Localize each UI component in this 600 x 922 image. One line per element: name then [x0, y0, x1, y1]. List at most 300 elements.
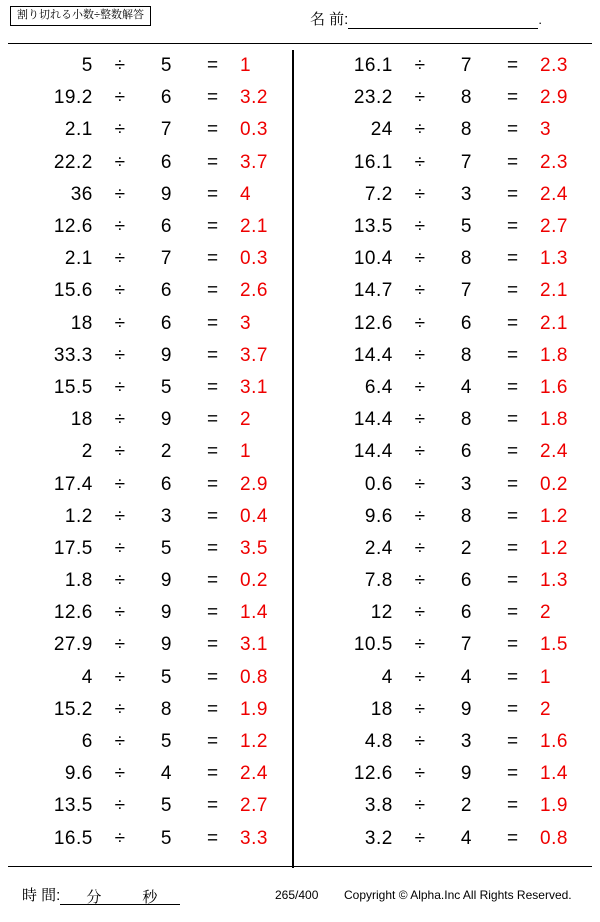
divide-icon: ÷: [414, 312, 426, 334]
copyright-notice: Copyright © Alpha.Inc All Rights Reserved.: [344, 888, 572, 902]
divide-icon: ÷: [114, 87, 126, 109]
answer: 3.1: [240, 634, 268, 656]
divide-icon: ÷: [114, 795, 126, 817]
worksheet-title: 割り切れる小数÷整数解答: [10, 6, 151, 26]
problem-row: [304, 404, 596, 436]
dividend: 14.4: [353, 441, 393, 463]
equals-icon: =: [206, 183, 219, 205]
dividend: 4: [381, 666, 393, 688]
answer: 1.2: [240, 731, 268, 753]
equals-icon: =: [206, 763, 219, 785]
dividend: 12.6: [353, 312, 393, 334]
divisor: 3: [460, 731, 472, 753]
dividend: 6: [81, 731, 93, 753]
divisor: 9: [160, 344, 172, 366]
divisor: 6: [460, 602, 472, 624]
problem-row: [304, 565, 596, 597]
divisor: 3: [460, 183, 472, 205]
answer: 3.2: [240, 87, 268, 109]
answer: 0.3: [240, 119, 268, 141]
equals-icon: =: [206, 441, 219, 463]
answer: 1.3: [540, 248, 568, 270]
equals-icon: =: [206, 473, 219, 495]
equals-icon: =: [506, 795, 519, 817]
problem-row: [4, 340, 296, 372]
answer: 2: [240, 409, 252, 431]
divide-icon: ÷: [114, 280, 126, 302]
dividend: 15.5: [53, 376, 93, 398]
divide-icon: ÷: [414, 763, 426, 785]
dividend: 22.2: [53, 151, 93, 173]
divisor: 7: [460, 151, 472, 173]
equals-icon: =: [506, 55, 519, 77]
divide-icon: ÷: [414, 666, 426, 688]
divisor: 7: [160, 248, 172, 270]
problem-columns: [0, 44, 600, 874]
divisor: 6: [160, 151, 172, 173]
equals-icon: =: [506, 505, 519, 527]
equals-icon: =: [206, 55, 219, 77]
problem-row: [4, 468, 296, 500]
divide-icon: ÷: [114, 537, 126, 559]
equals-icon: =: [506, 698, 519, 720]
dividend: 36: [70, 183, 93, 205]
minute-label: 分: [86, 889, 102, 906]
problem-row: [4, 114, 296, 146]
time-input-line[interactable]: [60, 887, 180, 905]
divide-icon: ÷: [414, 570, 426, 592]
dividend: 1.8: [64, 570, 93, 592]
divisor: 8: [460, 119, 472, 141]
divisor: 4: [460, 376, 472, 398]
divide-icon: ÷: [414, 344, 426, 366]
divisor: 4: [160, 763, 172, 785]
dividend: 10.5: [353, 634, 393, 656]
answer: 2: [540, 602, 552, 624]
equals-icon: =: [506, 87, 519, 109]
problem-row: [304, 211, 596, 243]
divide-icon: ÷: [114, 602, 126, 624]
answer: 0.3: [240, 248, 268, 270]
divide-icon: ÷: [414, 602, 426, 624]
equals-icon: =: [206, 280, 219, 302]
dividend: 18: [70, 312, 93, 334]
time-label: 時 間:: [22, 887, 61, 904]
problem-row: [4, 211, 296, 243]
answer: 1: [540, 666, 552, 688]
divisor: 7: [460, 280, 472, 302]
problem-row: [304, 147, 596, 179]
equals-icon: =: [506, 827, 519, 849]
divide-icon: ÷: [114, 312, 126, 334]
problem-row: [304, 340, 596, 372]
answer: 1.3: [540, 570, 568, 592]
answer: 1: [240, 55, 252, 77]
divide-icon: ÷: [114, 376, 126, 398]
divisor: 5: [460, 216, 472, 238]
answer: 0.8: [540, 827, 568, 849]
dividend: 17.4: [53, 473, 93, 495]
divisor: 4: [460, 666, 472, 688]
divide-icon: ÷: [114, 827, 126, 849]
answer: 3.7: [240, 151, 268, 173]
divisor: 6: [160, 87, 172, 109]
answer: 1.8: [540, 344, 568, 366]
dividend: 13.5: [353, 216, 393, 238]
problem-row: [304, 758, 596, 790]
problem-column-left: [4, 44, 296, 874]
dividend: 12.6: [353, 763, 393, 785]
divide-icon: ÷: [414, 473, 426, 495]
problem-row: [4, 662, 296, 694]
equals-icon: =: [506, 634, 519, 656]
answer: 2.6: [240, 280, 268, 302]
problem-row: [4, 372, 296, 404]
divisor: 8: [460, 505, 472, 527]
equals-icon: =: [206, 827, 219, 849]
divide-icon: ÷: [414, 537, 426, 559]
divide-icon: ÷: [114, 151, 126, 173]
divisor: 8: [460, 248, 472, 270]
equals-icon: =: [506, 763, 519, 785]
divide-icon: ÷: [414, 151, 426, 173]
divide-icon: ÷: [114, 505, 126, 527]
divide-icon: ÷: [414, 731, 426, 753]
dividend: 3.2: [364, 827, 393, 849]
problem-row: [304, 501, 596, 533]
answer: 3: [540, 119, 552, 141]
dividend: 6.4: [364, 376, 393, 398]
divisor: 6: [460, 570, 472, 592]
second-label: 秒: [142, 889, 158, 906]
dividend: 18: [70, 409, 93, 431]
problem-row: [304, 308, 596, 340]
problem-row: [304, 823, 596, 855]
answer: 1.6: [540, 376, 568, 398]
equals-icon: =: [206, 505, 219, 527]
dividend: 16.5: [53, 827, 93, 849]
dividend: 23.2: [353, 87, 393, 109]
dividend: 2.1: [64, 248, 93, 270]
divisor: 6: [160, 312, 172, 334]
divisor: 9: [460, 698, 472, 720]
dividend: 12.6: [53, 602, 93, 624]
dividend: 0.6: [364, 473, 393, 495]
problem-row: [4, 308, 296, 340]
equals-icon: =: [506, 473, 519, 495]
dividend: 16.1: [353, 55, 393, 77]
problem-row: [304, 275, 596, 307]
problem-row: [304, 662, 596, 694]
problem-row: [4, 404, 296, 436]
divide-icon: ÷: [414, 827, 426, 849]
answer: 2.9: [540, 87, 568, 109]
divisor: 8: [460, 87, 472, 109]
divisor: 6: [160, 280, 172, 302]
dividend: 15.6: [53, 280, 93, 302]
divide-icon: ÷: [114, 344, 126, 366]
divisor: 8: [460, 344, 472, 366]
divide-icon: ÷: [414, 441, 426, 463]
divisor: 9: [160, 409, 172, 431]
divide-icon: ÷: [414, 795, 426, 817]
divide-icon: ÷: [114, 441, 126, 463]
answer: 1.9: [540, 795, 568, 817]
answer: 2.4: [540, 183, 568, 205]
answer: 0.2: [240, 570, 268, 592]
equals-icon: =: [206, 87, 219, 109]
divisor: 6: [460, 441, 472, 463]
dividend: 7.8: [364, 570, 393, 592]
answer: 2: [540, 698, 552, 720]
problem-row: [304, 468, 596, 500]
divide-icon: ÷: [114, 698, 126, 720]
answer: 3: [240, 312, 252, 334]
dividend: 15.2: [53, 698, 93, 720]
equals-icon: =: [506, 537, 519, 559]
dividend: 9.6: [364, 505, 393, 527]
time-field-group: [22, 884, 180, 905]
answer: 1.2: [540, 505, 568, 527]
dividend: 24: [370, 119, 393, 141]
divide-icon: ÷: [414, 698, 426, 720]
equals-icon: =: [206, 119, 219, 141]
divisor: 9: [160, 602, 172, 624]
answer: 2.1: [540, 280, 568, 302]
divisor: 9: [460, 763, 472, 785]
equals-icon: =: [206, 216, 219, 238]
equals-icon: =: [506, 376, 519, 398]
problem-row: [304, 790, 596, 822]
divisor: 5: [160, 827, 172, 849]
problem-row: [4, 823, 296, 855]
answer: 1.8: [540, 409, 568, 431]
equals-icon: =: [506, 312, 519, 334]
divide-icon: ÷: [114, 763, 126, 785]
divide-icon: ÷: [114, 409, 126, 431]
answer: 2.1: [240, 216, 268, 238]
equals-icon: =: [206, 537, 219, 559]
problem-row: [4, 179, 296, 211]
problem-row: [304, 82, 596, 114]
divide-icon: ÷: [114, 731, 126, 753]
dividend: 14.4: [353, 344, 393, 366]
answer: 2.1: [540, 312, 568, 334]
divide-icon: ÷: [114, 634, 126, 656]
dividend: 18: [370, 698, 393, 720]
dividend: 12.6: [53, 216, 93, 238]
dividend: 4: [81, 666, 93, 688]
name-field-group: [310, 8, 590, 29]
divide-icon: ÷: [114, 55, 126, 77]
answer: 3.7: [240, 344, 268, 366]
dividend: 19.2: [53, 87, 93, 109]
equals-icon: =: [206, 795, 219, 817]
divisor: 5: [160, 795, 172, 817]
divisor: 3: [460, 473, 472, 495]
problem-row: [4, 82, 296, 114]
divide-icon: ÷: [414, 183, 426, 205]
answer: 2.3: [540, 151, 568, 173]
problem-row: [304, 629, 596, 661]
page-number: 265/400: [275, 888, 319, 902]
answer: 3.5: [240, 537, 268, 559]
dividend: 9.6: [64, 763, 93, 785]
problem-row: [304, 179, 596, 211]
problem-row: [304, 114, 596, 146]
equals-icon: =: [206, 602, 219, 624]
answer: 1.2: [540, 537, 568, 559]
problem-row: [4, 597, 296, 629]
dividend: 13.5: [53, 795, 93, 817]
equals-icon: =: [506, 183, 519, 205]
divisor: 6: [160, 473, 172, 495]
answer: 1: [240, 441, 252, 463]
divide-icon: ÷: [414, 248, 426, 270]
divide-icon: ÷: [414, 376, 426, 398]
dividend: 16.1: [353, 151, 393, 173]
equals-icon: =: [506, 216, 519, 238]
dividend: 2: [81, 441, 93, 463]
dividend: 2.1: [64, 119, 93, 141]
divisor: 5: [160, 376, 172, 398]
equals-icon: =: [506, 441, 519, 463]
divide-icon: ÷: [114, 570, 126, 592]
problem-row: [4, 501, 296, 533]
answer: 1.9: [240, 698, 268, 720]
name-input-line[interactable]: [348, 12, 538, 29]
divide-icon: ÷: [114, 183, 126, 205]
problem-row: [304, 436, 596, 468]
divisor: 4: [460, 827, 472, 849]
problem-row: [304, 533, 596, 565]
equals-icon: =: [206, 731, 219, 753]
answer: 4: [240, 183, 252, 205]
equals-icon: =: [206, 666, 219, 688]
problem-row: [4, 629, 296, 661]
equals-icon: =: [506, 602, 519, 624]
divide-icon: ÷: [414, 119, 426, 141]
divide-icon: ÷: [114, 216, 126, 238]
problem-row: [4, 790, 296, 822]
divisor: 9: [160, 634, 172, 656]
answer: 1.5: [540, 634, 568, 656]
divisor: 9: [160, 183, 172, 205]
answer: 2.9: [240, 473, 268, 495]
problem-row: [304, 372, 596, 404]
problem-row: [304, 597, 596, 629]
divisor: 5: [160, 666, 172, 688]
divide-icon: ÷: [414, 280, 426, 302]
problem-row: [304, 50, 596, 82]
answer: 3.3: [240, 827, 268, 849]
dividend: 3.8: [364, 795, 393, 817]
dividend: 5: [81, 55, 93, 77]
divisor: 3: [160, 505, 172, 527]
divisor: 8: [460, 409, 472, 431]
equals-icon: =: [206, 698, 219, 720]
divide-icon: ÷: [114, 473, 126, 495]
dividend: 10.4: [353, 248, 393, 270]
problem-row: [304, 726, 596, 758]
divide-icon: ÷: [414, 505, 426, 527]
divide-icon: ÷: [114, 666, 126, 688]
equals-icon: =: [206, 151, 219, 173]
divide-icon: ÷: [414, 216, 426, 238]
equals-icon: =: [506, 409, 519, 431]
problem-row: [4, 147, 296, 179]
answer: 2.3: [540, 55, 568, 77]
answer: 1.4: [540, 763, 568, 785]
equals-icon: =: [206, 312, 219, 334]
dividend: 33.3: [53, 344, 93, 366]
dividend: 17.5: [53, 537, 93, 559]
equals-icon: =: [506, 731, 519, 753]
dividend: 7.2: [364, 183, 393, 205]
problem-row: [4, 565, 296, 597]
equals-icon: =: [206, 248, 219, 270]
divisor: 7: [460, 634, 472, 656]
dividend: 2.4: [364, 537, 393, 559]
name-label: 名 前:: [310, 11, 349, 28]
answer: 0.8: [240, 666, 268, 688]
equals-icon: =: [206, 344, 219, 366]
equals-icon: =: [506, 666, 519, 688]
divisor: 6: [460, 312, 472, 334]
answer: 1.6: [540, 731, 568, 753]
divisor: 2: [460, 537, 472, 559]
answer: 2.7: [240, 795, 268, 817]
equals-icon: =: [206, 634, 219, 656]
page-footer: [0, 866, 600, 922]
problem-row: [304, 694, 596, 726]
answer: 2.4: [240, 763, 268, 785]
equals-icon: =: [506, 119, 519, 141]
divide-icon: ÷: [114, 119, 126, 141]
dividend: 12: [370, 602, 393, 624]
problem-row: [4, 726, 296, 758]
dividend: 4.8: [364, 731, 393, 753]
problem-row: [4, 436, 296, 468]
problem-row: [4, 758, 296, 790]
name-trailing-dot: .: [538, 12, 542, 27]
answer: 2.7: [540, 216, 568, 238]
divisor: 7: [160, 119, 172, 141]
divisor: 5: [160, 731, 172, 753]
problem-row: [4, 50, 296, 82]
divisor: 7: [460, 55, 472, 77]
problem-row: [304, 243, 596, 275]
divisor: 6: [160, 216, 172, 238]
answer: 1.4: [240, 602, 268, 624]
divisor: 5: [160, 55, 172, 77]
answer: 0.2: [540, 473, 568, 495]
divisor: 5: [160, 537, 172, 559]
equals-icon: =: [506, 248, 519, 270]
divisor: 8: [160, 698, 172, 720]
footer-divider: [8, 866, 592, 867]
divide-icon: ÷: [414, 87, 426, 109]
equals-icon: =: [206, 409, 219, 431]
divide-icon: ÷: [414, 55, 426, 77]
answer: 3.1: [240, 376, 268, 398]
equals-icon: =: [506, 344, 519, 366]
equals-icon: =: [206, 570, 219, 592]
divisor: 2: [460, 795, 472, 817]
divide-icon: ÷: [114, 248, 126, 270]
divide-icon: ÷: [414, 634, 426, 656]
answer: 0.4: [240, 505, 268, 527]
